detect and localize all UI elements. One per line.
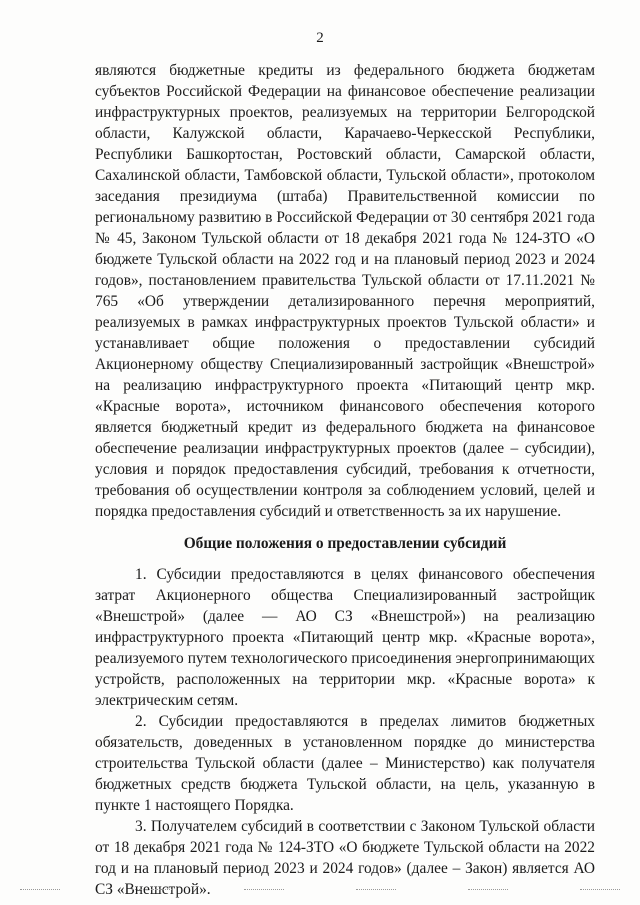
section-heading: Общие положения о предоставлении субсидий [183, 535, 507, 552]
clause-3: 3. Получателем субсидий в соответствии с Законом Тульской области от 18 декабря 2021 года № 124-ЗТО «О бюджете Тульской области на 2022 год и на плановый период 2023 и 2024 годов» (далее – Закон) является АО СЗ «Внешстрой». [95, 818, 595, 898]
scan-footer-marks [20, 889, 620, 893]
document-body [95, 60, 595, 900]
page-number: 2 [316, 30, 324, 46]
clause-1: 1. Субсидии предоставляются в целях финансового обеспечения затрат Акционерного общества Специализированный застройщик «Внешстрой» (далее — АО СЗ «Внешстрой») на реализацию инфраструктурного проекта «Питающий центр мкр. «Красные ворота», реализуемого путем технологического присоединения энергопринимающих устройств, расположенных на территории мкр. «Красные ворота» к электрическим сетям. [95, 566, 595, 709]
intro-paragraph: являются бюджетные кредиты из федерального бюджета бюджетам субъектов Российской Федерации на финансовое обеспечение реализации инфраструктурных проектов, реализуемых на территории Белгородской области, Калужской области, Карачаево-Черкесской Республики, Республики Башкортостан, Ростовский области, Самарской области, Сахалинской области, Тамбовской области, Тульской области», протоколом заседания президиума (штаба) Правительственной комиссии по региональному развитию в Российской Федерации от 30 сентября 2021 года № 45, Законом Тульской области от 18 декабря 2021 года № 124-ЗТО «О бюджете Тульской области на 2022 год и на плановый период 2023 и 2024 годов», постановлением правительства Тульской области от 17.11.2021 № 765 «Об утверждении детализированного перечня мероприятий, реализуемых в рамках инфраструктурных проектов Тульской области» и устанавливает общие положения о предоставлении субсидий Акционерному обществу Специализированный застройщик «Внешстрой» на реализацию инфраструктурного проекта «Питающий центр мкр. «Красные ворота», источником финансового обеспечения которого является бюджетный кредит из федерального бюджета на финансовое обеспечение реализации инфраструктурных проектов (далее – субсидии), условия и порядок предоставления субсидий, требования к отчетности, требования об осуществлении контроля за соблюдением условий, целей и порядка предоставления субсидий и ответственность за их нарушение. [95, 62, 595, 520]
clause-2: 2. Субсидии предоставляются в пределах лимитов бюджетных обязательств, доведенных в установленном порядке до министерства строительства Тульской области (далее – Министерство) как получателя бюджетных средств бюджета Тульской области, на цель, указанную в пункте 1 настоящего Порядка. [95, 713, 595, 814]
